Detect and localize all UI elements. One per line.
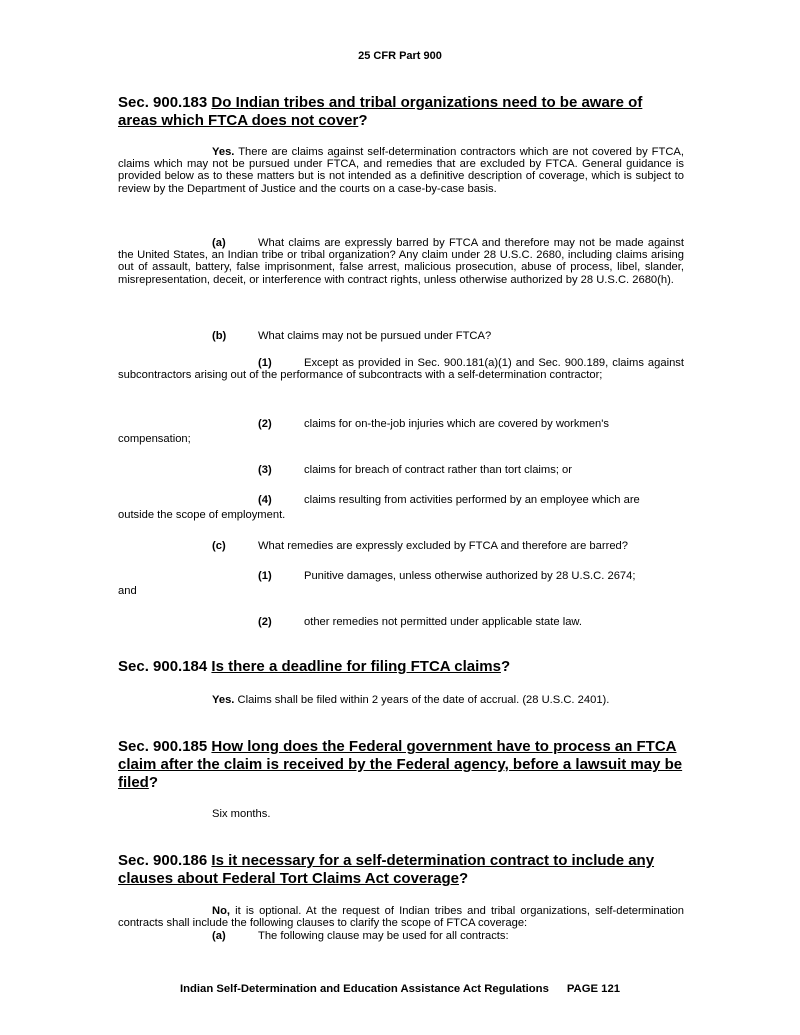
clause-text: The following clause may be used for all contracts:	[258, 930, 509, 942]
clause-label: (a)	[212, 930, 226, 942]
section-900-185-heading: Sec. 900.185 How long does the Federal government have to process an FTCA claim after the claim is received by the Federal agency, before a lawsuit may be filed?	[118, 738, 683, 791]
answer-label: Yes.	[212, 694, 235, 706]
item-183-b-4-continuation: outside the scope of employment.	[118, 509, 286, 521]
item-183-b-4	[258, 494, 640, 506]
item-label: (2)	[258, 616, 272, 628]
page-number: PAGE 121	[566, 983, 621, 995]
clause-183-c	[212, 540, 628, 552]
item-label: (3)	[258, 464, 272, 476]
clause-text: What remedies are expressly excluded by FTCA and therefore are barred?	[258, 540, 628, 552]
section-900-186-heading: Sec. 900.186 Is it necessary for a self-determination contract to include any clauses about Federal Tort Claims Act coverage?	[118, 852, 655, 887]
clause-text: What claims are expressly barred by FTCA and therefore may not be made against the United States, an Indian tribe or tribal organization? Any claim under 28 U.S.C. 2680, including claims arising out of assault, battery, false imprisonment, false arrest, malicious prosecution, abuse of process, libel, slander, misrepresentation, deceit, or interference with contract rights, unless otherwise authorized by 28 U.S.C. 2680(h).	[118, 237, 684, 286]
section-900-184-answer	[212, 694, 609, 706]
item-183-c-1	[258, 570, 635, 582]
item-183-c-2	[258, 616, 582, 628]
section-900-183-heading: Sec. 900.183 Do Indian tribes and tribal organizations need to be aware of areas which FTCA does not cover?	[118, 94, 643, 129]
section-number: Sec. 900.186	[118, 852, 208, 869]
clause-label: (a)	[212, 237, 226, 249]
item-183-b-2-continuation: compensation;	[118, 433, 191, 445]
item-label: (1)	[258, 570, 272, 582]
clause-186-a	[212, 930, 509, 942]
clause-183-b	[212, 330, 491, 342]
item-text: claims resulting from activities performed by an employee which are	[304, 494, 640, 506]
item-text: Punitive damages, unless otherwise authorized by 28 U.S.C. 2674;	[304, 570, 636, 582]
item-text: claims for on-the-job injuries which are covered by workmen's	[304, 418, 609, 430]
answer-text: There are claims against self-determination contractors which are not covered by FTCA, claims which may not be pursued under FTCA, and remedies that are excluded by FTCA. General guidance is provided below as to these matters but is not intended as a definitive description of coverage, which is subject to review by the Department of Justice and the courts on a case-by-case basis.	[118, 146, 684, 195]
running-header: 25 CFR Part 900	[358, 50, 442, 62]
item-183-b-3	[258, 464, 572, 476]
clause-183-a	[118, 237, 684, 286]
section-900-183-answer	[118, 146, 684, 195]
item-label: (4)	[258, 494, 272, 506]
item-text: other remedies not permitted under applicable state law.	[304, 616, 582, 628]
item-183-b-2	[258, 418, 609, 430]
item-183-b-1	[118, 357, 684, 381]
section-number: Sec. 900.183	[118, 94, 208, 111]
clause-label: (b)	[212, 330, 227, 342]
answer-label: No,	[212, 905, 231, 917]
section-question: Is there a deadline for filing FTCA claims	[211, 658, 501, 675]
footer-title: Indian Self-Determination and Education Assistance Act Regulations	[179, 983, 549, 995]
item-text: Except as provided in Sec. 900.181(a)(1) and Sec. 900.189, claims against subcontractors arising out of the performance of subcontracts with a self-determination contractor;	[118, 357, 684, 382]
item-183-c-1-continuation: and	[118, 585, 137, 597]
section-number: Sec. 900.184	[118, 658, 208, 675]
clause-text: What claims may not be pursued under FTCA?	[258, 330, 492, 342]
clause-label: (c)	[212, 540, 226, 552]
item-label: (2)	[258, 418, 272, 430]
answer-label: Yes.	[212, 146, 235, 158]
section-question: How long does the Federal government have to process an FTCA claim after the claim is received by the Federal agency, before a lawsuit may be filed	[118, 738, 683, 791]
item-label: (1)	[258, 357, 272, 369]
answer-text: Claims shall be filed within 2 years of the date of accrual. (28 U.S.C. 2401).	[237, 694, 610, 706]
section-900-186-answer	[118, 905, 684, 929]
page-footer	[0, 983, 800, 995]
item-text: claims for breach of contract rather than tort claims; or	[304, 464, 572, 476]
section-900-184-heading: Sec. 900.184 Is there a deadline for filing FTCA claims?	[118, 658, 511, 675]
answer-text: it is optional. At the request of Indian tribes and tribal organizations, self-determination contracts shall include the following clauses to clarify the scope of FTCA coverage:	[118, 905, 685, 930]
section-number: Sec. 900.185	[118, 738, 208, 755]
section-900-185-answer: Six months.	[212, 808, 271, 820]
section-question: Do Indian tribes and tribal organizations need to be aware of areas which FTCA does not cover	[118, 94, 643, 129]
section-question: Is it necessary for a self-determination contract to include any clauses about Federal Tort Claims Act coverage	[118, 852, 655, 887]
